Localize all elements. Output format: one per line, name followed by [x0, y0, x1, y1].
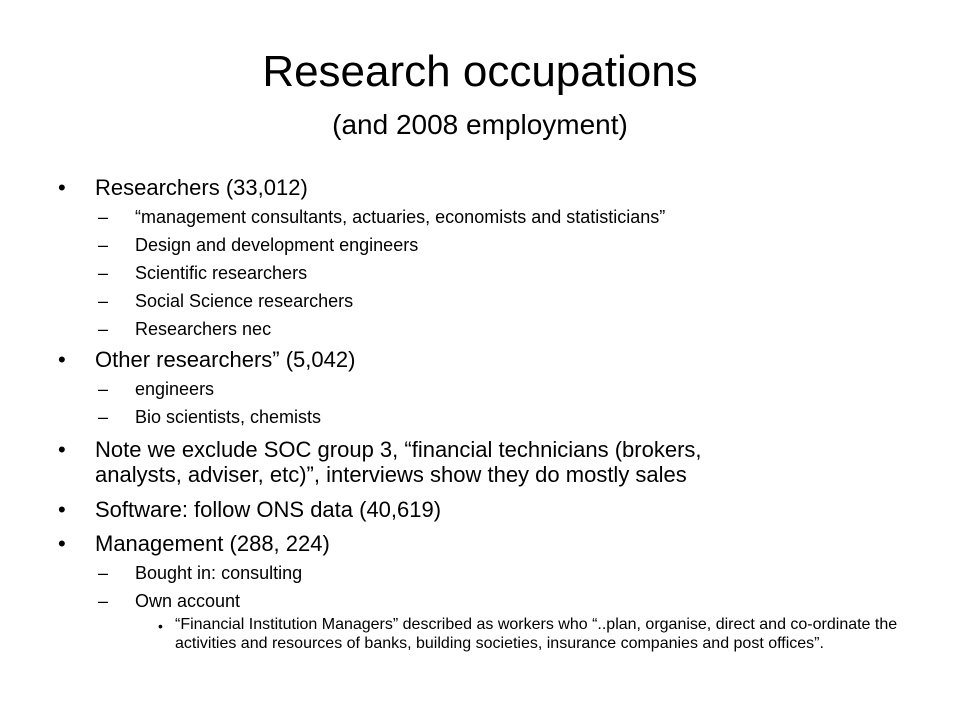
- slide-title: Research occupations: [262, 47, 698, 96]
- list-item-management: Management (288, 224): [95, 531, 330, 556]
- dash-icon: –: [98, 235, 109, 255]
- dash-icon: –: [98, 263, 109, 283]
- bullet-icon: •: [58, 531, 66, 556]
- sub-item: engineers: [135, 379, 215, 399]
- dash-icon: –: [98, 563, 109, 583]
- bullet-icon: •: [58, 175, 66, 200]
- dash-icon: –: [98, 407, 109, 427]
- list-item-note-line-2: analysts, adviser, etc)”, interviews show they do mostly sales: [95, 462, 687, 487]
- bullet-icon: •: [158, 618, 163, 634]
- dash-icon: –: [98, 591, 109, 611]
- list-item-software: Software: follow ONS data (40,619): [95, 497, 442, 522]
- sub-item: Researchers nec: [135, 319, 272, 339]
- bullet-icon: •: [58, 497, 66, 522]
- list-item-note-line-1: Note we exclude SOC group 3, “financial technicians (brokers,: [95, 437, 702, 462]
- sub-item: Design and development engineers: [135, 235, 419, 255]
- dash-icon: –: [98, 379, 109, 399]
- sub-item: Own account: [135, 591, 241, 611]
- sub-item: Scientific researchers: [135, 263, 308, 283]
- bullet-icon: •: [58, 347, 66, 372]
- dash-icon: –: [98, 291, 109, 311]
- sub-sub-item-definition: “Financial Institution Managers” described as workers who “..plan, organise, direct and co-ordinate the activities and resources of banks, building societies, insurance companies and post offices”.: [175, 616, 898, 652]
- sub-item: “management consultants, actuaries, economists and statisticians”: [135, 207, 666, 227]
- sub-item: Bio scientists, chemists: [135, 407, 322, 427]
- sub-item: Bought in: consulting: [135, 563, 303, 583]
- list-item-other-researchers: Other researchers” (5,042): [95, 347, 356, 372]
- dash-icon: –: [98, 207, 109, 227]
- sub-item: Social Science researchers: [135, 291, 354, 311]
- slide-subtitle: (and 2008 employment): [332, 109, 628, 140]
- list-item-researchers: Researchers (33,012): [95, 175, 308, 200]
- bullet-icon: •: [58, 437, 66, 462]
- dash-icon: –: [98, 319, 109, 339]
